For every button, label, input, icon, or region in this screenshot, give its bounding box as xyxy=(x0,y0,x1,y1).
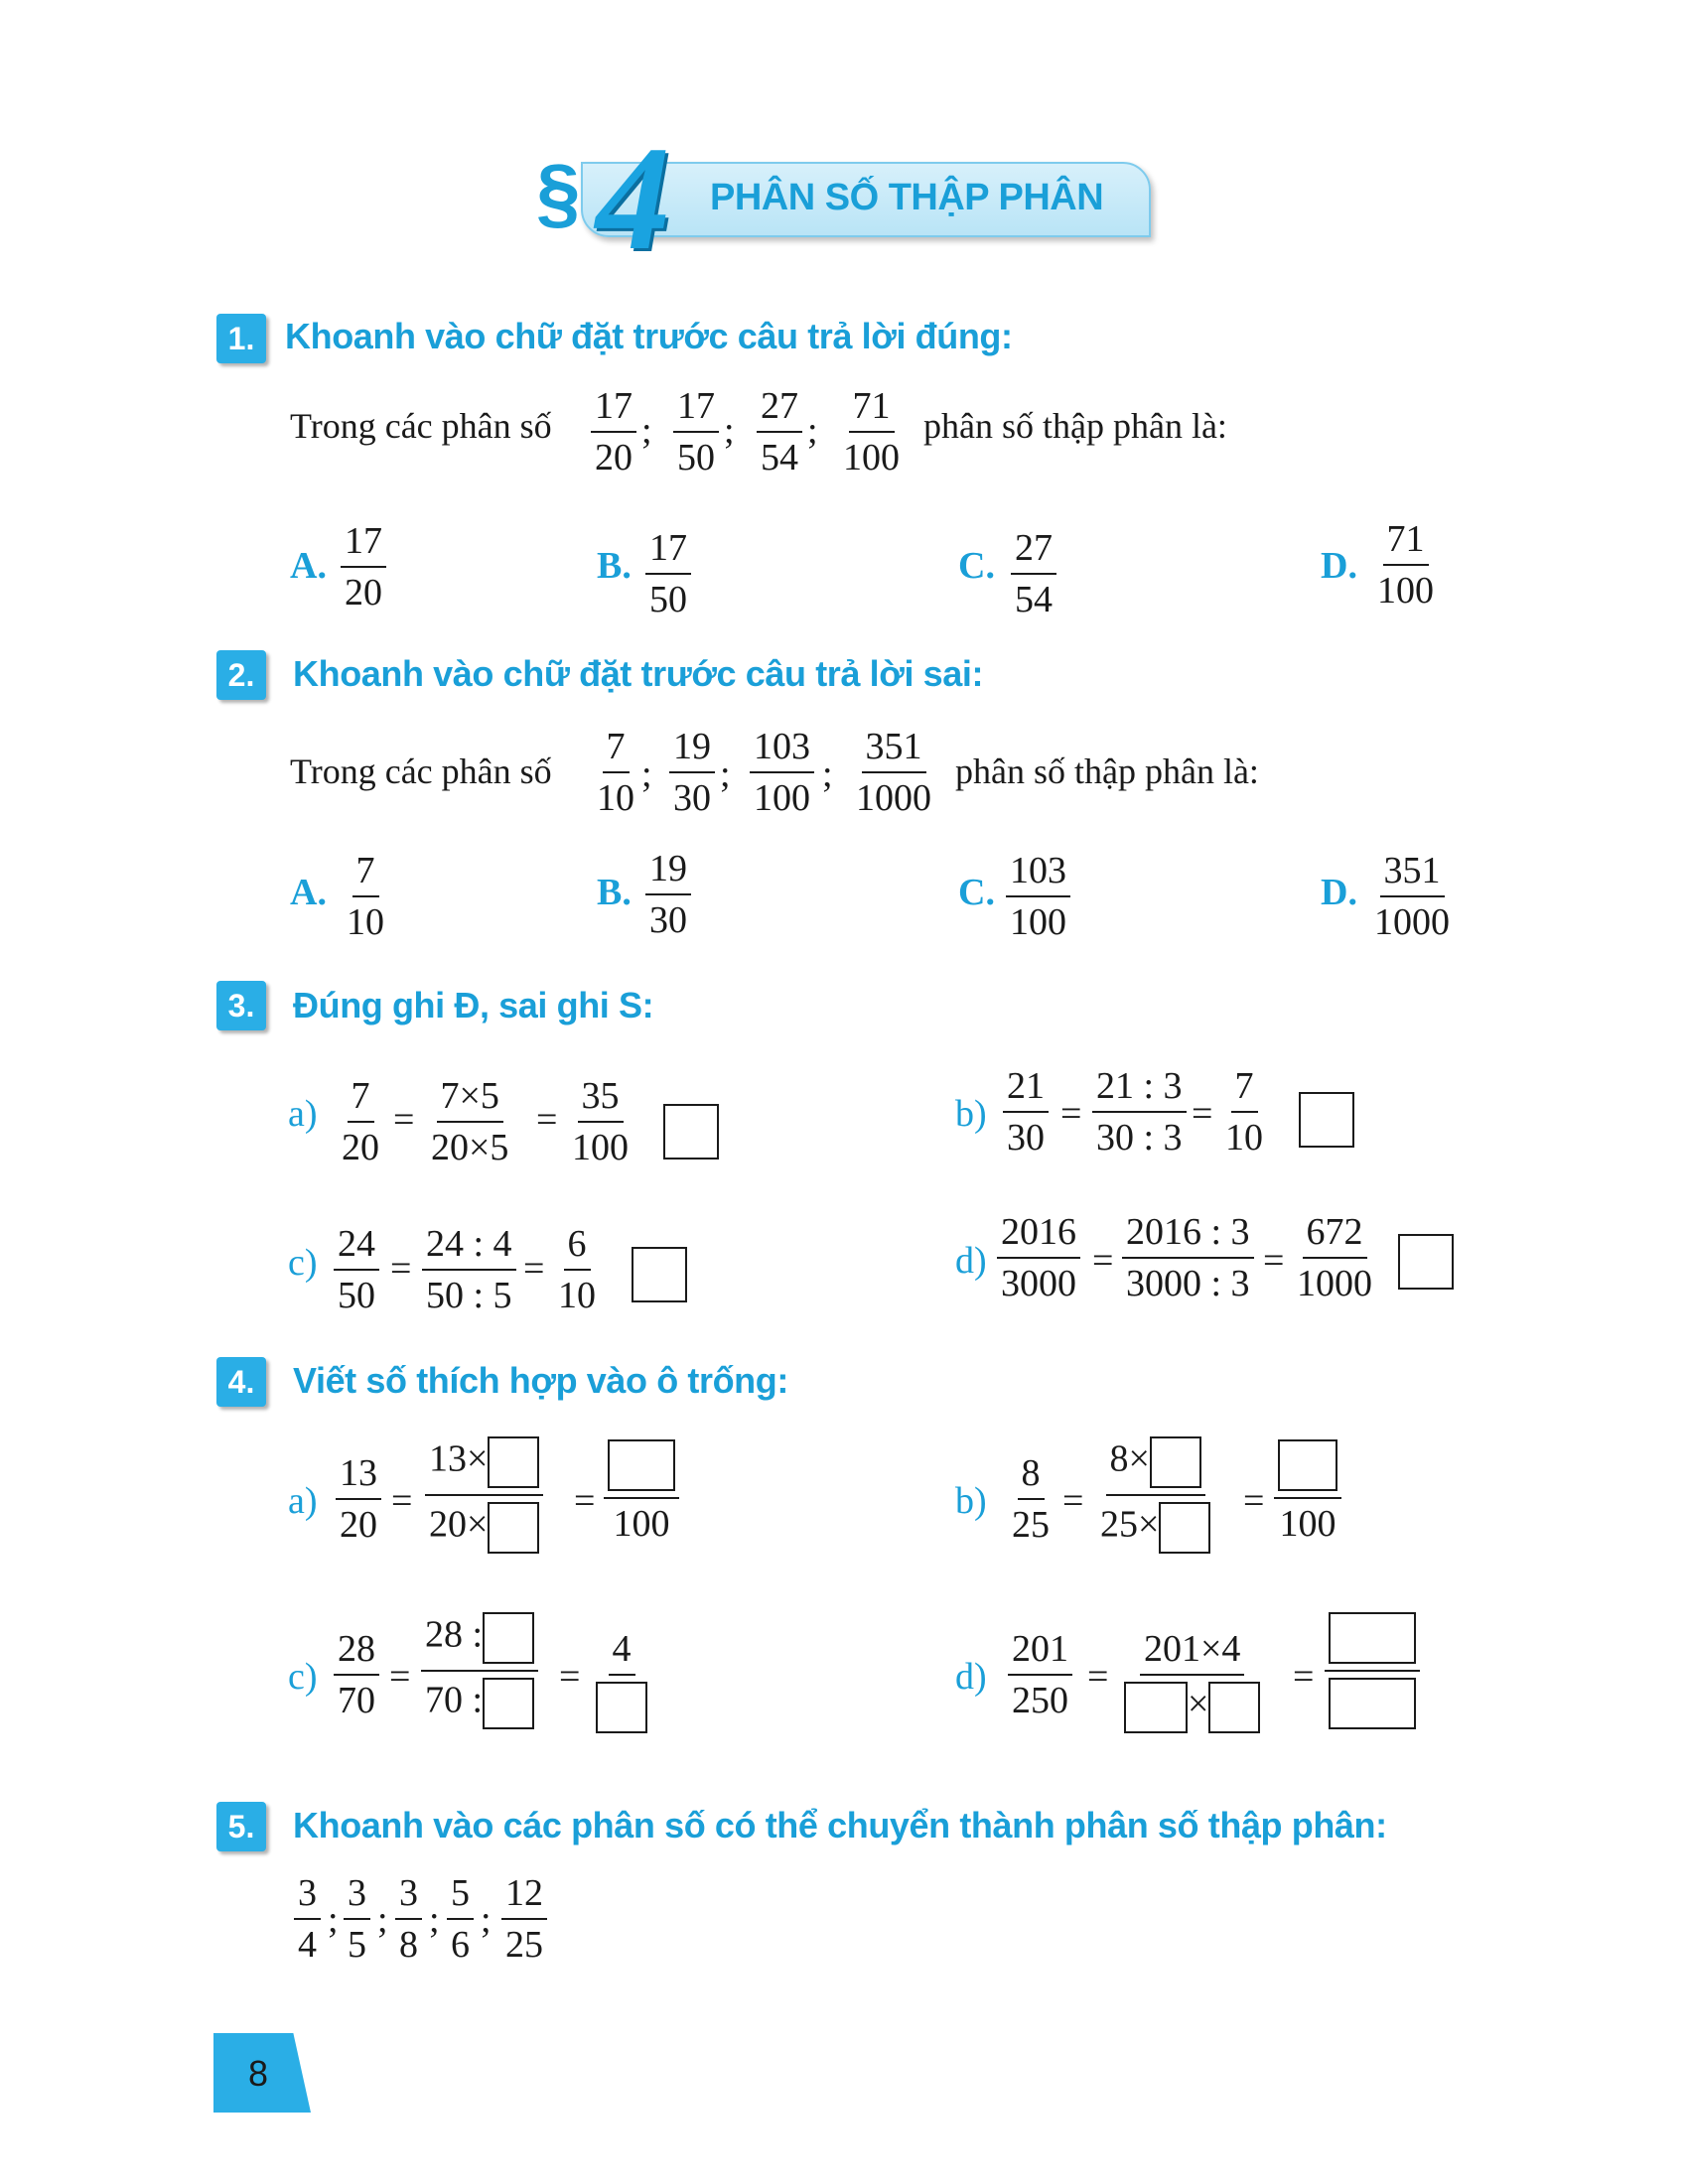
semicolon: ; xyxy=(807,410,818,452)
equals: = xyxy=(1092,1240,1114,1282)
option-b[interactable]: B. xyxy=(597,872,632,913)
semicolon: ; xyxy=(377,1899,388,1941)
option-d-fraction: $\frac{351}{1000}$ xyxy=(1374,850,1450,943)
fraction: $\frac{103}{100}$ xyxy=(750,728,814,817)
equals: = xyxy=(574,1480,596,1522)
option-c-fraction: $\frac{27}{54}$ xyxy=(1011,529,1056,618)
fraction-with-blanks: 201×4 × xyxy=(1120,1630,1264,1733)
item-label: b) xyxy=(955,1480,987,1522)
blank-box[interactable] xyxy=(1278,1439,1337,1491)
semicolon: ; xyxy=(328,1899,339,1941)
exercise-2-title: Khoanh vào chữ đặt trước câu trả lời sai: xyxy=(293,653,984,694)
blank-box[interactable] xyxy=(1329,1678,1416,1729)
blank-box[interactable] xyxy=(488,1436,539,1488)
option-b[interactable]: B. xyxy=(597,545,632,587)
blank-box[interactable] xyxy=(1124,1682,1188,1733)
equals: = xyxy=(1192,1093,1213,1135)
fraction[interactable]: $\frac{5}{6}$ xyxy=(447,1874,474,1964)
option-a-fraction: $\frac{7}{10}$ xyxy=(347,850,384,943)
fraction: $\frac{13}{20}$ xyxy=(336,1454,381,1544)
item-label: c) xyxy=(288,1656,318,1698)
fraction-with-blanks: 100 xyxy=(1274,1439,1341,1543)
semicolon: ; xyxy=(641,410,652,452)
answer-box[interactable] xyxy=(1299,1092,1354,1148)
blank-box[interactable] xyxy=(1159,1502,1210,1554)
blank-box[interactable] xyxy=(483,1678,534,1729)
exercise-1-number: 1. xyxy=(216,314,266,363)
section-number: 4 xyxy=(596,116,670,281)
fraction: $\frac{19}{30}$ xyxy=(669,728,715,817)
option-a[interactable]: A. xyxy=(290,872,327,913)
answer-box[interactable] xyxy=(632,1247,687,1302)
semicolon: ; xyxy=(429,1899,440,1941)
fraction: $\frac{2016 : 3}{3000 : 3}$ xyxy=(1122,1213,1254,1302)
fraction: $\frac{351}{1000}$ xyxy=(856,726,931,819)
fraction: $\frac{21}{30}$ xyxy=(1003,1067,1049,1157)
equals: = xyxy=(559,1656,581,1698)
blank-box[interactable] xyxy=(1329,1612,1416,1664)
fraction: $\frac{7}{10}$ xyxy=(1225,1065,1263,1159)
option-c[interactable]: C. xyxy=(958,872,995,913)
exercise-4-number: 4. xyxy=(216,1357,266,1407)
semicolon: ; xyxy=(720,753,731,795)
fraction[interactable]: $\frac{12}{25}$ xyxy=(501,1874,547,1964)
blank-box[interactable] xyxy=(488,1502,539,1554)
exercise-5-title: Khoanh vào các phân số có thể chuyển thành phân số thập phân: xyxy=(293,1805,1387,1845)
semicolon: ; xyxy=(641,753,652,795)
equals: = xyxy=(393,1099,415,1141)
option-c[interactable]: C. xyxy=(958,545,995,587)
item-label: c) xyxy=(288,1242,318,1284)
fraction: $\frac{7}{10}$ xyxy=(597,726,634,819)
blank-box[interactable] xyxy=(596,1682,647,1733)
equals: = xyxy=(1060,1093,1082,1135)
equals: = xyxy=(391,1480,413,1522)
exercise-5-number: 5. xyxy=(216,1802,266,1851)
fraction: $\frac{27}{54}$ xyxy=(757,387,802,477)
fraction: $\frac{7}{20}$ xyxy=(342,1075,379,1168)
semicolon: ; xyxy=(481,1899,492,1941)
semicolon: ; xyxy=(822,753,833,795)
page-title: PHÂN SỐ THẬP PHÂN xyxy=(710,177,1104,218)
item-label: a) xyxy=(288,1480,318,1522)
equals: = xyxy=(389,1656,411,1698)
item-label: d) xyxy=(955,1656,987,1698)
page-number: 8 xyxy=(248,2053,269,2094)
fraction[interactable]: $\frac{3}{4}$ xyxy=(294,1874,321,1964)
fraction: $\frac{28}{70}$ xyxy=(334,1630,379,1719)
fraction: $\frac{71}{100}$ xyxy=(843,385,900,478)
item-label: b) xyxy=(955,1093,987,1135)
exercise-4-title: Viết số thích hợp vào ô trống: xyxy=(293,1360,788,1401)
fraction: $\frac{17}{50}$ xyxy=(673,387,719,477)
exercise-1-title: Khoanh vào chữ đặt trước câu trả lời đúng: xyxy=(285,316,1013,356)
equals: = xyxy=(536,1099,558,1141)
equals: = xyxy=(1263,1240,1285,1282)
answer-box[interactable] xyxy=(1398,1234,1454,1290)
equals: = xyxy=(1293,1656,1315,1698)
item-label: d) xyxy=(955,1240,987,1282)
fraction[interactable]: $\frac{3}{8}$ xyxy=(395,1874,422,1964)
fraction-with-blanks: $\frac{13\times}{20\times}$ xyxy=(425,1436,543,1554)
fraction: $\frac{24 : 4}{50 : 5}$ xyxy=(422,1225,516,1314)
fraction: $\frac{7\times 5}{20\times 5}$ xyxy=(431,1075,509,1168)
fraction-with-blanks: $\frac{8\times}{25\times}$ xyxy=(1096,1436,1214,1554)
option-a[interactable]: A. xyxy=(290,545,327,587)
fraction: $\frac{2016}{3000}$ xyxy=(997,1213,1080,1302)
fraction-with-blanks: $\frac{28 :}{70 :}$ xyxy=(421,1612,538,1729)
blank-box[interactable] xyxy=(483,1612,534,1664)
option-b-fraction: $\frac{19}{30}$ xyxy=(645,850,691,939)
blank-box[interactable] xyxy=(1150,1436,1201,1488)
exercise-3-title: Đúng ghi Đ, sai ghi S: xyxy=(293,985,654,1025)
equals: = xyxy=(1243,1480,1265,1522)
option-b-fraction: $\frac{17}{50}$ xyxy=(645,529,691,618)
equals: = xyxy=(1087,1656,1109,1698)
fraction: $\frac{24}{50}$ xyxy=(334,1225,379,1314)
option-d[interactable]: D. xyxy=(1321,872,1357,913)
equals: = xyxy=(523,1248,545,1290)
fraction: $\frac{672}{1000}$ xyxy=(1297,1211,1372,1304)
equals: = xyxy=(1062,1480,1084,1522)
fraction: $\frac{8}{25}$ xyxy=(1012,1452,1050,1546)
fraction: $\frac{35}{100}$ xyxy=(572,1075,629,1168)
fraction: $\frac{6}{10}$ xyxy=(558,1223,596,1316)
option-a-fraction: $\frac{17}{20}$ xyxy=(341,522,386,612)
option-d[interactable]: D. xyxy=(1321,545,1357,587)
fraction-with-blanks: 100 xyxy=(604,1439,679,1543)
option-d-fraction: $\frac{71}{100}$ xyxy=(1377,518,1434,612)
blank-box[interactable] xyxy=(608,1439,675,1491)
item-label: a) xyxy=(288,1093,318,1135)
exercise-1-prompt-end: phân số thập phân là: xyxy=(923,406,1227,446)
fraction[interactable]: $\frac{3}{5}$ xyxy=(344,1874,370,1964)
fraction: $\frac{17}{20}$ xyxy=(591,387,636,477)
fraction-with-blanks xyxy=(1325,1612,1420,1729)
exercise-1-prompt: Trong các phân số xyxy=(290,406,552,446)
exercise-2-prompt-end: phân số thập phân là: xyxy=(955,751,1259,791)
equals: = xyxy=(390,1248,412,1290)
fraction: $\frac{201}{250}$ xyxy=(1008,1630,1072,1719)
exercise-2-prompt: Trong các phân số xyxy=(290,751,552,791)
fraction-with-blanks: 4 xyxy=(592,1630,651,1733)
exercise-2-number: 2. xyxy=(216,650,266,700)
answer-box[interactable] xyxy=(663,1104,719,1160)
semicolon: ; xyxy=(724,410,735,452)
exercise-3-number: 3. xyxy=(216,981,266,1030)
fraction: $\frac{21 : 3}{30 : 3}$ xyxy=(1092,1067,1187,1157)
option-c-fraction: $\frac{103}{100}$ xyxy=(1006,852,1070,941)
blank-box[interactable] xyxy=(1208,1682,1260,1733)
section-mark: § xyxy=(536,148,581,236)
